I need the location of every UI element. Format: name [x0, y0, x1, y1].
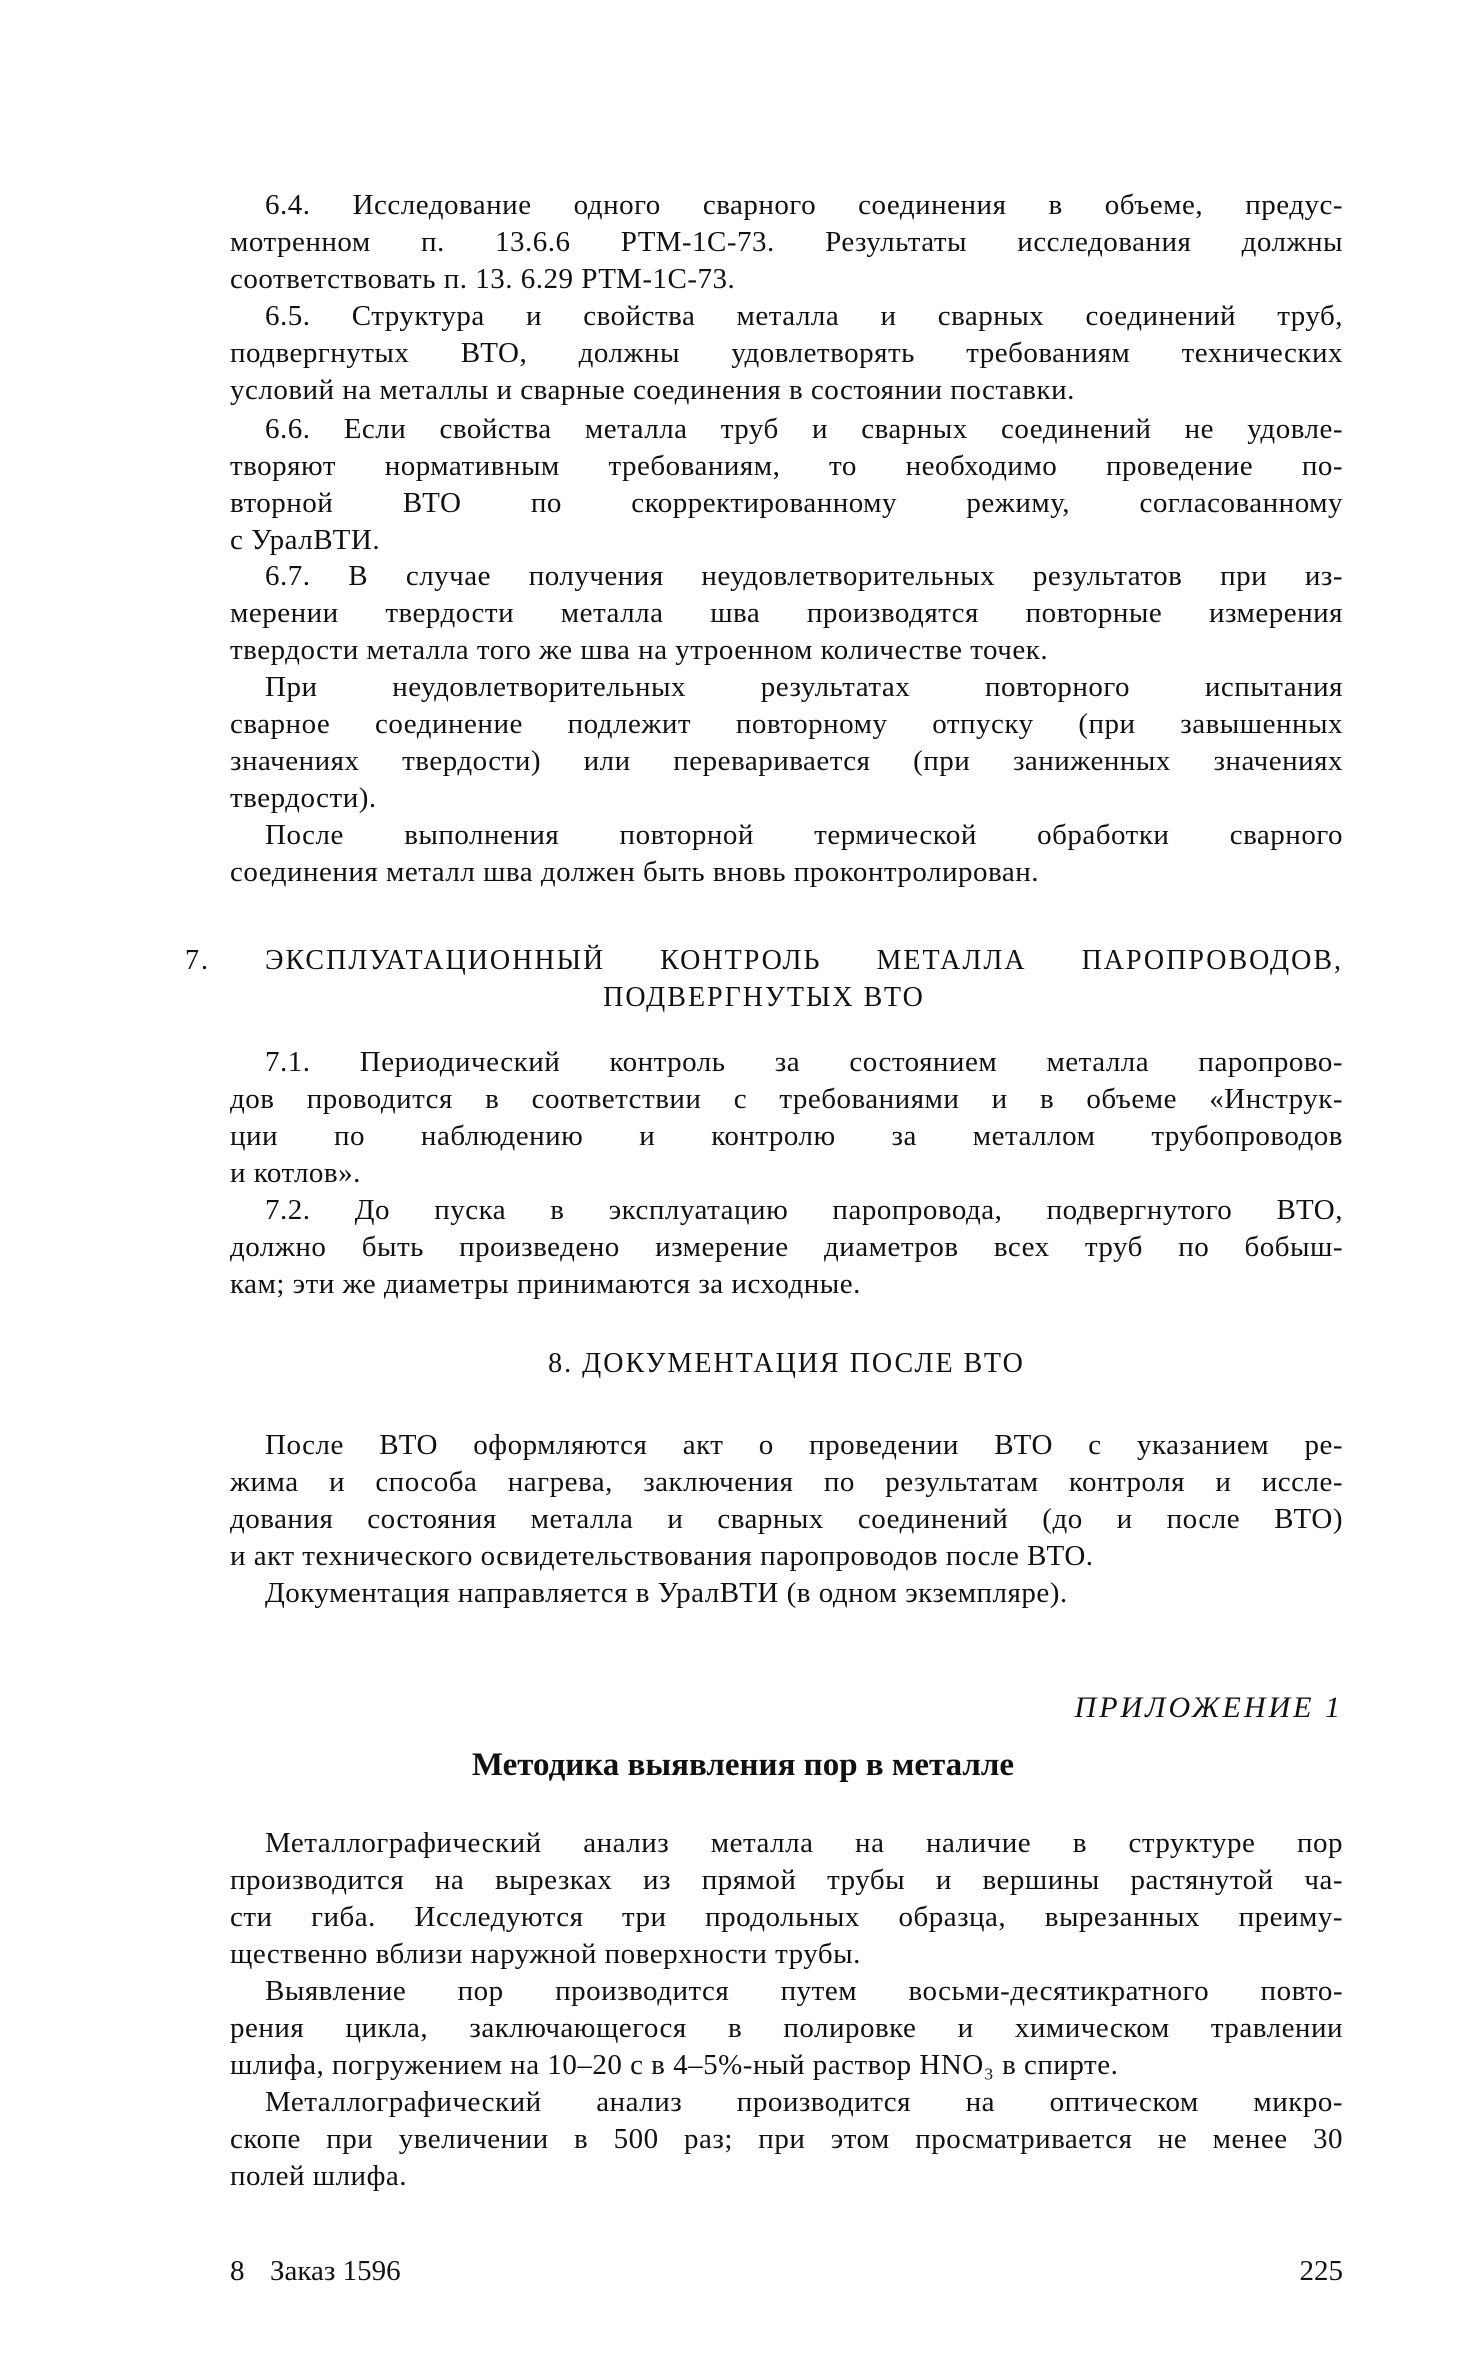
paragraph-7-2: [230, 1192, 1343, 1303]
paragraph-8-documents: [230, 1427, 1343, 1575]
text-line: скопе при увеличении в 500 раз; при этом просматривается не менее 30: [230, 2122, 1343, 2155]
text-line: ции по наблюдению и контролю за металлом трубопроводов: [230, 1119, 1343, 1152]
text-line: значениях твердости) или переваривается (при заниженных значениях: [230, 744, 1343, 777]
section-7-heading: [185, 943, 1343, 1017]
appendix-label: ПРИЛОЖЕНИЕ 1: [1074, 1691, 1343, 1724]
appendix-title: Методика выявления пор в металле: [471, 1747, 1015, 1783]
text-line: После ВТО оформляются акт о проведении ВТО с указанием ре-: [265, 1429, 1343, 1461]
text-line: шлифа, погружением на 10–20 с в 4–5%-ный раствор HNO₃ в спирте.: [230, 2048, 1119, 2081]
text-line: подвергнутых ВТО, должны удовлетворять требованиям технических: [230, 336, 1343, 369]
appendix-paragraph-2: [230, 1973, 1343, 2084]
text-line: Металлографический анализ металла на наличие в структуре пор: [265, 1827, 1343, 1859]
text-line: рения цикла, заключающегося в полировке и химическом травлении: [230, 2011, 1343, 2044]
text-line: После выполнения повторной термической обработки сварного: [265, 819, 1343, 851]
text-line: соединения металл шва должен быть вновь проконтролирован.: [230, 855, 1039, 888]
text-line: Документация направляется в УралВТИ (в одном экземпляре).: [265, 1577, 1068, 1609]
text-line: 6.5. Структура и свойства металла и сварных соединений труб,: [265, 300, 1343, 332]
text-line: условий на металлы и сварные соединения в состоянии поставки.: [230, 373, 1075, 406]
text-line: полей шлифа.: [230, 2159, 407, 2192]
paragraph-6-5: [230, 298, 1343, 409]
signature-number: 8: [230, 2255, 245, 2287]
paragraph-7-1: [230, 1044, 1343, 1192]
text-line: творяют нормативным требованиям, то необходимо проведение по-: [230, 449, 1343, 482]
heading-line: 8. ДОКУМЕНТАЦИЯ ПОСЛЕ ВТО: [548, 1348, 1025, 1379]
paragraph-6-7: [230, 558, 1343, 669]
heading-line: ПОДВЕРГНУТЫХ ВТО: [603, 981, 925, 1013]
text-line: и котлов».: [230, 1156, 361, 1189]
appendix-paragraph-3: [230, 2084, 1343, 2195]
page-number: 225: [1299, 2255, 1343, 2287]
order-number: Заказ 1596: [270, 2255, 401, 2287]
text-line: жима и способа нагрева, заключения по результатам контроля и иссле-: [230, 1465, 1343, 1498]
text-line: соответствовать п. 13. 6.29 РТМ-1С-73.: [230, 262, 736, 295]
text-line: сварное соединение подлежит повторному отпуску (при завышенных: [230, 707, 1343, 740]
text-line: вторной ВТО по скорректированному режиму, согласованному: [230, 486, 1343, 519]
text-line: производится на вырезках из прямой трубы и вершины растянутой ча-: [230, 1863, 1343, 1896]
text-line: с УралВТИ.: [230, 523, 381, 556]
text-line: кам; эти же диаметры принимаются за исходные.: [230, 1267, 861, 1300]
appendix-paragraph-1: [230, 1825, 1343, 1973]
text-line: твердости).: [230, 781, 377, 814]
text-line: 7.2. До пуска в эксплуатацию паропровода, подвергнутого ВТО,: [265, 1194, 1343, 1226]
paragraph-6-7-repeat-test: [230, 669, 1343, 817]
text-line: 6.4. Исследование одного сварного соединения в объеме, предус-: [265, 189, 1343, 221]
text-line: дования состояния металла и сварных соединений (до и после ВТО): [230, 1502, 1343, 1535]
text-line: Металлографический анализ производится на оптическом микро-: [265, 2086, 1343, 2118]
text-line: Выявление пор производится путем восьми-десятикратного повто-: [265, 1975, 1343, 2007]
text-line: 7.1. Периодический контроль за состоянием металла паропрово-: [265, 1046, 1343, 1078]
text-line: твердости металла того же шва на утроенном количестве точек.: [230, 633, 1049, 666]
text-line: мерении твердости металла шва производятся повторные измерения: [230, 596, 1343, 629]
text-line: 6.7. В случае получения неудовлетворительных результатов при из-: [265, 560, 1343, 592]
paragraph-6-6: [230, 411, 1343, 559]
text-line: 6.6. Если свойства металла труб и сварных соединений не удовле-: [265, 413, 1343, 445]
paragraph-8-submission: [230, 1575, 1343, 1612]
section-8-heading: [230, 1346, 1343, 1383]
text-line: сти гиба. Исследуются три продольных образца, вырезанных преиму-: [230, 1900, 1343, 1933]
text-line: При неудовлетворительных результатах повторного испытания: [265, 671, 1343, 703]
text-line: мотренном п. 13.6.6 РТМ-1С-73. Результаты исследования должны: [230, 225, 1343, 258]
text-line: дов проводится в соответствии с требованиями и в объеме «Инструк-: [230, 1082, 1343, 1115]
heading-line: 7. ЭКСПЛУАТАЦИОННЫЙ КОНТРОЛЬ МЕТАЛЛА ПАРОПРОВОДОВ,: [185, 945, 1343, 976]
text-line: щественно вблизи наружной поверхности трубы.: [230, 1937, 861, 1970]
paragraph-6-4: [230, 187, 1343, 298]
paragraph-6-7-reheat: [230, 817, 1343, 891]
text-line: должно быть произведено измерение диаметров всех труб по бобыш-: [230, 1230, 1343, 1263]
text-line: и акт технического освидетельствования паропроводов после ВТО.: [230, 1539, 1094, 1572]
